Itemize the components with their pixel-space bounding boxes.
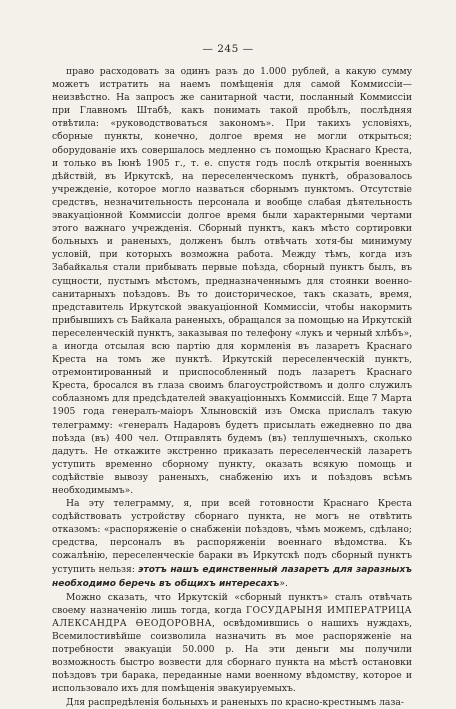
paragraph-2-end: ». [279, 577, 288, 589]
paragraph-2-emphasis: этотъ нашъ единственный лазаретъ для заразныхъ необходимо беречь въ общихъ интересахъ [52, 564, 413, 589]
paragraph-3-imperial-name: ГОСУДАРЫНЯ ИМПЕРАТРИЦА АЛЕКСАНДРА ѲЕОДОРОВНА [52, 604, 413, 629]
page-number: — 245 — [202, 43, 254, 55]
paragraph-1: право расходовать за одинъ разъ до 1.000 рублей, а какую сумму можетъ истратить на наемъ помѣщенія для самой Коммиссіи—неизвѣстно. На запросъ же санитарной части, посланный Коммиссіи при Главномъ Штабѣ, какъ понимать такой пробѣлъ, послѣдняя отвѣтила: «руководствоваться закономъ». При такихъ условіяхъ, сборные пункты, конечно, долгое время не могли открыться; оборудованіе ихъ совершалось медленно съ помощью Краснаго Креста, и только въ Іюнѣ 1905 г., т. е. спустя годъ послѣ открытія военныхъ дѣйствій, въ Иркутскѣ, на переселенческомъ пунктѣ, образовалось учрежденіе, которое могло назваться сборнымъ пунктомъ. Отсутствіе средствъ, незначительность персонала и вообще слабая дѣятельность эвакуаціонной Коммиссіи долгое время были характерными чертами этого важнаго учрежденія. Сборный пунктъ, какъ мѣсто сортировки больныхъ и раненыхъ, долженъ былъ отвѣчать хотя-бы минимуму условій, при которыхъ возможна работа. Между тѣмъ, когда изъ Забайкалья стали прибывать первые поѣзда, сборный пунктъ былъ, въ сущности, пустымъ мѣстомъ, предназначеннымъ для стоянки военно-санитарныхъ поѣздовъ. Въ то доисторическое, такъ сказать, время, представитель Иркутской эвакуаціонной Коммиссіи, чтобы накормить прибывшихъ съ Байкала раненыхъ, обращался за помощью на Иркутскій переселенческій пунктъ, заказывая по телефону «лукъ и черный хлѣбъ», а иногда отсылая всю партію для кормленія въ лазаретъ Краснаго Креста на томъ же пунктѣ. Иркутскій переселенческій пунктъ, отремонтированный и приспособленный подъ лазаретъ Краснаго Креста, бросался въ глаза своимъ благоустройствомъ и долго служилъ соблазномъ для предсѣдателей эвакуаціонныхъ Коммиссій. Еще 7 Марта 1905 года генералъ-маіоръ Хлыновскій изъ Омска прислалъ такую телеграмму: «генералъ Надаровъ будетъ присылать ежедневно по два поѣзда (въ) 400 чел. Отправлять будемъ (въ) теплушечныхъ, сколько дадутъ. Не откажите экстренно приказать переселенческій лазаретъ уступить временно сборному пункту, оказать всякую помощь и содѣйствіе вывозу раненыхъ, снабженію ихъ и поѣздовъ всѣмъ необходимымъ». [52, 66, 412, 496]
paragraph-2 [52, 497, 412, 591]
paragraph-4: Для распредѣленія больныхъ и раненыхъ по красно-крестнымъ лаза- [66, 696, 404, 708]
paragraph-3-text: Можно сказать, что Иркутскій «сборный пунктъ» сталъ отвѣчать своему назначенію лишь тогда, когда [52, 591, 412, 616]
paragraph-3 [52, 591, 412, 696]
body-text [52, 65, 412, 709]
paragraph-3-end: , освѣдомившись о нашихъ нуждахъ, Всемилостивѣйше соизволила назначить въ мое распоряженіе на потребности эвакуаціи 50.000 р. На эти деньги мы получили возможность быстро возвести для сборнаго пункта на мѣстѣ остановки поѣздовъ три барака, переданные нами военному вѣдомству, которое и использовало ихъ для помѣщенія эвакуируемыхъ. [52, 617, 412, 695]
paragraph-2-text: На эту телеграмму, я, при всей готовности Краснаго Креста содѣйствовать устройству сборнаго пункта, не могъ не отвѣтить отказомъ: «распоряженіе о снабженіи поѣздовъ, чѣмъ можемъ, сдѣлано; средства, персоналъ въ распоряженіи военнаго вѣдомства. Къ сожалѣнію, переселенческіе бараки въ Иркутскѣ подъ сборный пунктъ уступить нельзя: [52, 498, 412, 575]
